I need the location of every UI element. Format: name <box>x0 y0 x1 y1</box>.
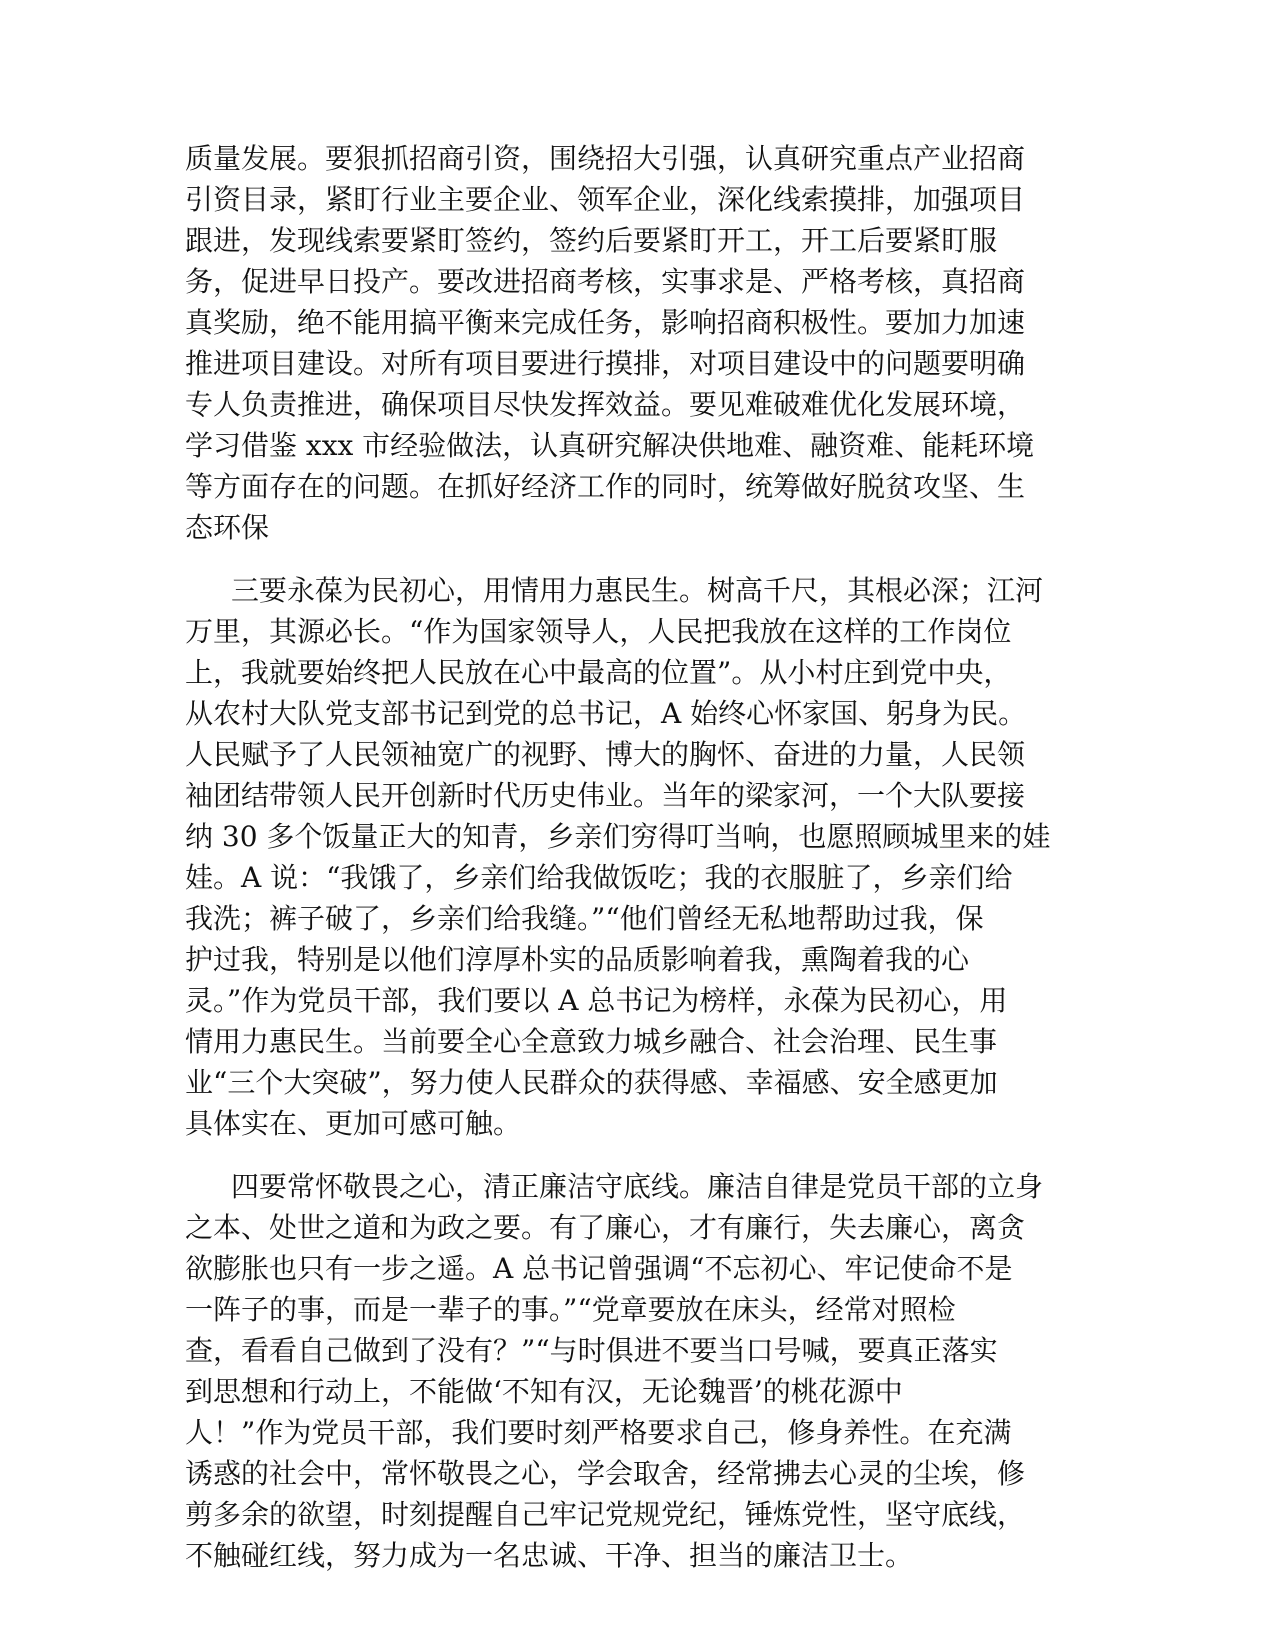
text-line: 三要永葆为民初心，用情用力惠民生。树高千尺，其根必深；江河 <box>231 574 1044 607</box>
text-line: 情用力惠民生。当前要全心全意致力城乡融合、社会治理、民生事 <box>185 1025 998 1058</box>
text-line: 真奖励，绝不能用搞平衡来完成任务，影响招商积极性。要加力加速 <box>185 306 1026 339</box>
text-line: 到思想和行动上，不能做‘不知有汉，无论魏晋’的桃花源中 <box>185 1375 903 1408</box>
text-line: 四要常怀敬畏之心，清正廉洁守底线。廉洁自律是党员干部的立身 <box>231 1170 1044 1203</box>
text-line: 等方面存在的问题。在抓好经济工作的同时，统筹做好脱贫攻坚、生 <box>185 470 1026 503</box>
text-line: 学习借鉴 xxx 市经验做法，认真研究解决供地难、融资难、能耗环境 <box>185 429 1035 462</box>
text-line: 查，看看自己做到了没有？”“与时俱进不要当口号喊，要真正落实 <box>185 1334 998 1367</box>
text-line: 我洗；裤子破了，乡亲们给我缝。”“他们曾经无私地帮助过我，保 <box>185 902 984 935</box>
text-line: 专人负责推进，确保项目尽快发挥效益。要见难破难优化发展环境， <box>185 388 1026 421</box>
text-line: 之本、处世之道和为政之要。有了廉心，才有廉行，失去廉心，离贪 <box>185 1211 1026 1244</box>
text-line: 从农村大队党支部书记到党的总书记，A 始终心怀家国、躬身为民。 <box>185 697 1027 730</box>
text-line: 推进项目建设。对所有项目要进行摸排，对项目建设中的问题要明确 <box>185 347 1026 380</box>
text-line: 剪多余的欲望，时刻提醒自己牢记党规党纪，锤炼党性，坚守底线， <box>185 1498 1026 1531</box>
text-line: 人！”作为党员干部，我们要时刻严格要求自己，修身养性。在充满 <box>185 1416 1012 1449</box>
text-line: 灵。”作为党员干部，我们要以 A 总书记为榜样，永葆为民初心，用 <box>185 984 1008 1017</box>
text-line: 万里，其源必长。“作为国家领导人，人民把我放在这样的工作岗位 <box>185 615 1012 648</box>
text-line: 欲膨胀也只有一步之遥。A 总书记曾强调“不忘初心、牢记使命不是 <box>185 1252 1013 1285</box>
paragraph-three <box>185 570 1090 1144</box>
paragraph-continuation <box>185 138 1090 548</box>
text-line: 诱惑的社会中，常怀敬畏之心，学会取舍，经常拂去心灵的尘埃，修 <box>185 1457 1026 1490</box>
text-line: 袖团结带领人民开创新时代历史伟业。当年的梁家河，一个大队要接 <box>185 779 1026 812</box>
text-line: 娃。A 说：“我饿了，乡亲们给我做饭吃；我的衣服脏了，乡亲们给 <box>185 861 1013 894</box>
text-line: 一阵子的事，而是一辈子的事。”“党章要放在床头，经常对照检 <box>185 1293 956 1326</box>
document-body <box>185 138 1090 1598</box>
paragraph-four <box>185 1166 1090 1576</box>
text-line: 引资目录，紧盯行业主要企业、领军企业，深化线索摸排，加强项目 <box>185 183 1026 216</box>
text-line: 务，促进早日投产。要改进招商考核，实事求是、严格考核，真招商 <box>185 265 1026 298</box>
text-line: 上，我就要始终把人民放在心中最高的位置”。从小村庄到党中央， <box>185 656 1012 689</box>
text-line: 不触碰红线，努力成为一名忠诚、干净、担当的廉洁卫士。 <box>185 1539 914 1572</box>
text-line: 护过我，特别是以他们淳厚朴实的品质影响着我，熏陶着我的心 <box>185 943 970 976</box>
text-line: 跟进，发现线索要紧盯签约，签约后要紧盯开工，开工后要紧盯服 <box>185 224 998 257</box>
text-line: 纳 30 多个饭量正大的知青，乡亲们穷得叮当响，也愿照顾城里来的娃 <box>185 820 1051 853</box>
text-line: 质量发展。要狠抓招商引资，围绕招大引强，认真研究重点产业招商 <box>185 142 1026 175</box>
text-line: 具体实在、更加可感可触。 <box>185 1107 522 1140</box>
text-line: 业“三个大突破”，努力使人民群众的获得感、幸福感、安全感更加 <box>185 1066 998 1099</box>
text-line: 态环保 <box>185 511 270 544</box>
text-line: 人民赋予了人民领袖宽广的视野、博大的胸怀、奋进的力量，人民领 <box>185 738 1026 771</box>
